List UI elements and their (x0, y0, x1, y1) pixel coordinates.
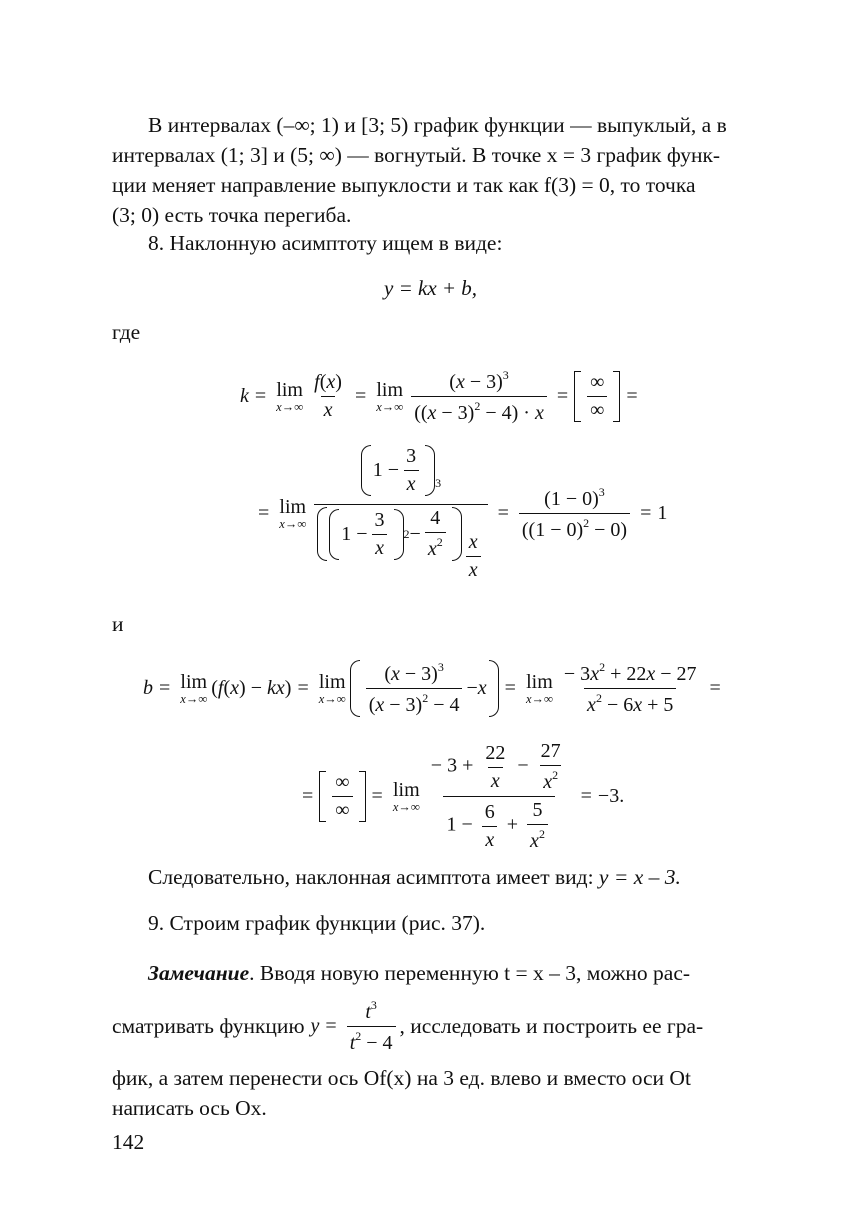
text-line: написать ось Ox. (112, 1096, 267, 1120)
formula-k-line2: = lim x→∞ 1 − $\frac{3}{x}$ $^3$ 1 − $\frac{3}{x}$ 2 − $\frac{4}{x^2}$ $\frac{x}{x}$ = $\frac{(1 - 0)^3}{((1 - 0)^2 - 0)}$ = 1 (258, 445, 668, 581)
text-span: Следовательно, наклонная асимптота имеет вид: (148, 865, 599, 889)
asymptote-result: y = x – 3. (598, 865, 681, 889)
text-span: . Вводя новую переменную t = x – 3, можно рас- (249, 961, 691, 985)
text-line: и (112, 612, 124, 636)
text-line: 9. Строим график функции (рис. 37). (148, 911, 486, 935)
page-number: 142 (112, 1130, 145, 1154)
formula-k-line1: k = lim x→∞ $\frac{f(x)}{x}$ = lim x→∞ $\frac{(x - 3)^3}{((x - 3)^2 - 4) \cdot x}$ = $\frac{\infty}{\infty}$ = (240, 368, 638, 424)
paragraph-asymptote-intro (112, 228, 744, 258)
remark-label: Замечание (148, 961, 250, 985)
text-line: ции меняет направление выпуклости и так как f(3) = 0, то точка (112, 173, 696, 197)
paragraph-convexity (112, 110, 744, 230)
text-line: интервалах (1; 3] и (5; ∞) — вогнутый. В точке x = 3 график функ- (112, 143, 721, 167)
remark-line2 (112, 998, 744, 1055)
text-span: сматривать функцию (112, 1014, 305, 1038)
word-where (112, 317, 744, 347)
formula-b-line1: b = lim x→∞ (f(x) − kx) = lim x→∞ $\frac{(x - 3)^3}{(x - 3)^2 - 4}$ − x = lim x→∞ $\frac{- 3x^2 + 22x - 27}{x^2 - 6x + 5}$ = (143, 660, 721, 716)
paragraph-step9 (112, 908, 744, 938)
text-span: , исследовать и построить ее гра- (399, 1014, 704, 1038)
text-line: 8. Наклонную асимптоту ищем в виде: (148, 231, 503, 255)
formula-b-line2: = $\frac{\infty}{\infty}$ = lim x→∞ − 3 + $\frac{22}{x}$ − $\frac{27}{x^2}$ 1 − $\frac{6}{x}$ + $\frac{5}{x^2}$ = −3. (302, 740, 625, 852)
text-line: (3; 0) есть точка перегиба. (112, 203, 352, 227)
paragraph-remark-cont (112, 1063, 744, 1123)
text-line: В интервалах (–∞; 1) и [3; 5) график функции — выпуклый, а в (148, 113, 727, 137)
remark-function-formula: y = $\frac{t^3}{t^2 - 4}$ (311, 998, 400, 1055)
paragraph-conclusion (112, 862, 744, 892)
paragraph-remark (112, 958, 744, 988)
word-and (112, 609, 744, 639)
asymptote-form-equation: y = kx + b, (384, 276, 478, 300)
text-line: где (112, 320, 141, 344)
text-line: фик, а затем перенести ось Of(x) на 3 ед. влево и вместо оси Ot (112, 1066, 691, 1090)
